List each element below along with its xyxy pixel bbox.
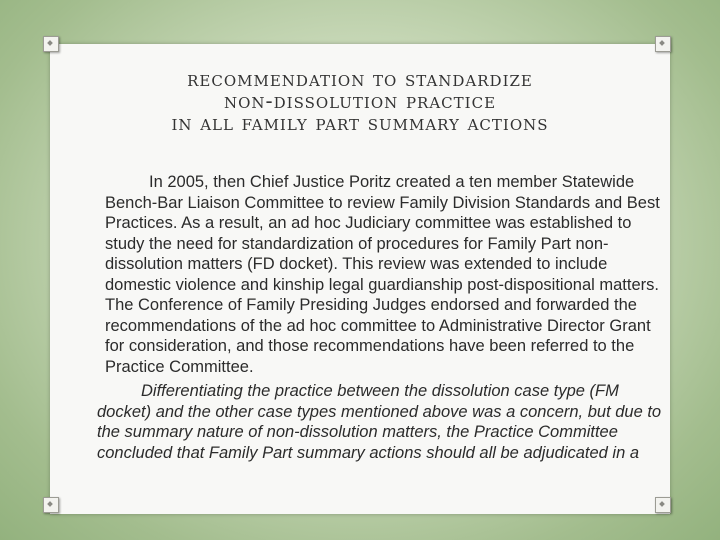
corner-pin-icon [43, 497, 59, 513]
body-paragraph-2: Differentiating the practice between the dissolution case type (FM docket) and the other case types mentioned above was a concern, but due to the summary nature of non-dissolution matters, the Practice Committee concluded that Family Part summary actions should all be adjudicated in a [97, 382, 662, 462]
corner-pin-icon [43, 36, 59, 52]
corner-pin-icon [655, 497, 671, 513]
title-line-2: non-dissolution practice [223, 89, 497, 113]
body-paragraph-1: In 2005, then Chief Justice Poritz created a ten member Statewide Bench-Bar Liaison Committee to review Family Division Standards and Best Practices. As a result, an ad hoc Judiciary committee was established to study the need for standardization of procedures for Family Part non-dissolution matters (FD docket). This review was extended to include domestic violence and kinship legal guardianship post-dispositional matters. The Conference of Family Presiding Judges endorsed and forwarded the recommendations of the ad hoc committee to Administrative Director Grant for consideration, and those recommendations have been referred to the Practice Committee. [105, 173, 660, 376]
title-line-3: in all family part summary actions [171, 111, 549, 135]
slide-card [50, 44, 670, 514]
slide-body [97, 172, 665, 463]
corner-pin-icon [655, 36, 671, 52]
title-line-1: recommendation to standardize [187, 67, 533, 91]
slide-title [50, 68, 670, 134]
